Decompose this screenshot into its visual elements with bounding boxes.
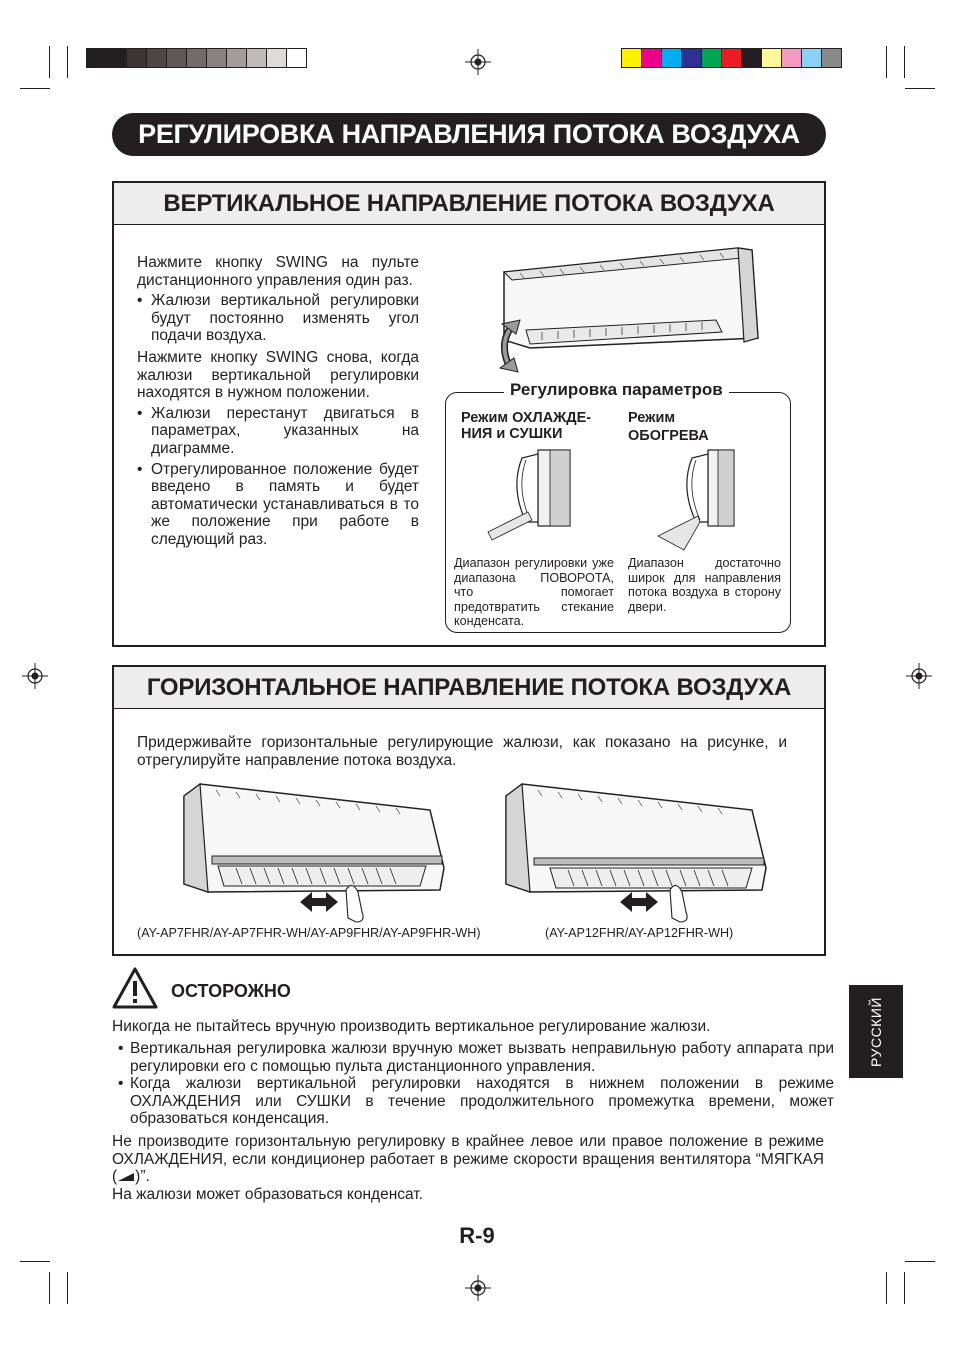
crop-mark — [67, 1272, 68, 1304]
crop-mark — [49, 1272, 50, 1304]
section-heading: ВЕРТИКАЛЬНОЕ НАПРАВЛЕНИЕ ПОТОКА ВОЗДУХА — [114, 183, 824, 225]
settings-title: Регулировка параметров — [504, 380, 729, 400]
color-swatch — [641, 48, 662, 68]
list-item-text: Вертикальная регулировка жалюзи вручную может вызвать неправильную работу аппарата при регулировки его с помощью пульта дистанционного управления. — [130, 1040, 834, 1075]
color-swatch — [781, 48, 802, 68]
caution-title: ОСТОРОЖНО — [171, 981, 291, 1001]
color-swatch — [226, 48, 247, 68]
language-label: РУССКИЙ — [868, 996, 884, 1067]
heating-louver-range-icon — [650, 444, 750, 554]
heating-mode-description: Диапазон достаточно широк для направления потока воздуха в сторону двери. — [628, 556, 781, 614]
crop-mark — [886, 46, 887, 78]
color-swatch — [801, 48, 822, 68]
registration-mark-icon — [906, 663, 932, 689]
color-swatch — [821, 48, 842, 68]
air-conditioner-right-illustration — [498, 780, 770, 925]
list-item-text: Жалюзи вертикальной регулировки будут постоянно изменять угол подачи воздуха. — [151, 292, 419, 345]
color-swatch — [621, 48, 642, 68]
bullet-icon: • — [118, 1075, 124, 1092]
bullet-icon: • — [118, 1040, 124, 1057]
color-swatch — [86, 48, 107, 68]
caution-paragraph — [112, 1133, 824, 1186]
air-conditioner-left-illustration — [176, 780, 448, 925]
model-caption-left: (AY-AP7FHR/AY-AP7FHR-WH/AY-AP9FHR/AY-AP9FHR-WH) — [137, 926, 481, 940]
bullet-icon: • — [137, 292, 143, 310]
page-title: РЕГУЛИРОВКА НАПРАВЛЕНИЯ ПОТОКА ВОЗДУХА — [112, 113, 826, 156]
model-caption-right: (AY-AP12FHR/AY-AP12FHR-WH) — [545, 926, 734, 940]
list-item — [137, 461, 419, 549]
cooling-louver-range-icon — [480, 444, 580, 544]
instruction-paragraph: Нажмите кнопку SWING снова, когда жалюзи вертикальной регулировки находятся в нужном положении. — [137, 348, 419, 402]
list-item-text: Жалюзи перестанут двигаться в параметрах, указанных на диаграмме. — [151, 404, 419, 457]
section-heading: ГОРИЗОНТАЛЬНОЕ НАПРАВЛЕНИЕ ПОТОКА ВОЗДУХА — [114, 667, 824, 709]
list-item — [118, 1075, 834, 1128]
crop-mark — [20, 88, 50, 89]
color-swatch — [721, 48, 742, 68]
caution-paragraph-text: Не производите горизонтальную регулировку в крайнее левое или правое положение в режиме ОХЛАЖДЕНИЯ, если кондиционер работает в режиме скорости вращения вентилятора “МЯГКАЯ ( — [112, 1133, 824, 1185]
registration-mark-icon — [465, 49, 491, 75]
crop-mark — [20, 1261, 50, 1262]
grayscale-color-bar — [87, 48, 307, 68]
heating-mode-label: Режим ОБОГРЕВА — [628, 410, 709, 444]
page-number: R-9 — [459, 1223, 495, 1248]
color-swatch — [206, 48, 227, 68]
crop-mark — [905, 88, 935, 89]
crop-mark — [49, 46, 50, 78]
list-item — [118, 1040, 834, 1075]
crop-mark — [905, 1261, 935, 1262]
color-swatch — [106, 48, 127, 68]
cooling-mode-label: Режим ОХЛАЖДЕ- НИЯ и СУШКИ — [461, 410, 592, 442]
crop-mark — [904, 1272, 905, 1304]
registration-mark-icon — [465, 1275, 491, 1301]
color-swatch — [286, 48, 307, 68]
color-swatch — [661, 48, 682, 68]
color-swatch — [681, 48, 702, 68]
process-color-bar — [622, 48, 842, 68]
crop-mark — [886, 1272, 887, 1304]
caution-paragraph: На жалюзи может образоваться конденсат. — [112, 1186, 423, 1203]
vertical-instructions — [137, 254, 419, 549]
list-item — [137, 292, 419, 345]
caution-line: Никогда не пытайтесь вручную производить вертикальное регулирование жалюзи. — [112, 1018, 711, 1035]
bullet-icon: • — [137, 404, 143, 422]
color-swatch — [701, 48, 722, 68]
list-item-text: Отрегулированное положение будет введено в память и будет автоматически устанавливаться в то же положение при работе в следующий раз. — [151, 460, 419, 548]
horizontal-instruction: Придерживайте горизонтальные регулирующие жалюзи, как показано на рисунке, и отрегулируйте направление потока воздуха. — [137, 734, 787, 769]
color-swatch — [166, 48, 187, 68]
instruction-paragraph: Нажмите кнопку SWING на пульте дистанционного управления один раз. — [137, 254, 419, 289]
cooling-mode-description: Диапазон регулировки уже диапазона ПОВОРОТА, что помогает предотвратить стекание конденсата. — [454, 556, 614, 628]
color-swatch — [186, 48, 207, 68]
color-swatch — [126, 48, 147, 68]
color-swatch — [146, 48, 167, 68]
color-swatch — [266, 48, 287, 68]
warning-triangle-icon — [111, 966, 159, 1010]
bullet-icon: • — [137, 460, 143, 478]
color-swatch — [741, 48, 762, 68]
language-tab — [849, 985, 903, 1078]
caution-paragraph-text: )”. — [135, 1168, 150, 1185]
low-fan-speed-icon — [117, 1170, 135, 1182]
list-item — [137, 405, 419, 458]
registration-mark-icon — [22, 663, 48, 689]
list-item-text: Когда жалюзи вертикальной регулировки находятся в нижнем положении в режиме ОХЛАЖДЕНИЯ или СУШКИ в течение продолжительного промежутка времени, может образоваться конденсация. — [130, 1075, 834, 1127]
color-swatch — [246, 48, 267, 68]
air-conditioner-swing-illustration — [490, 240, 770, 375]
crop-mark — [67, 46, 68, 78]
color-swatch — [761, 48, 782, 68]
crop-mark — [904, 46, 905, 78]
